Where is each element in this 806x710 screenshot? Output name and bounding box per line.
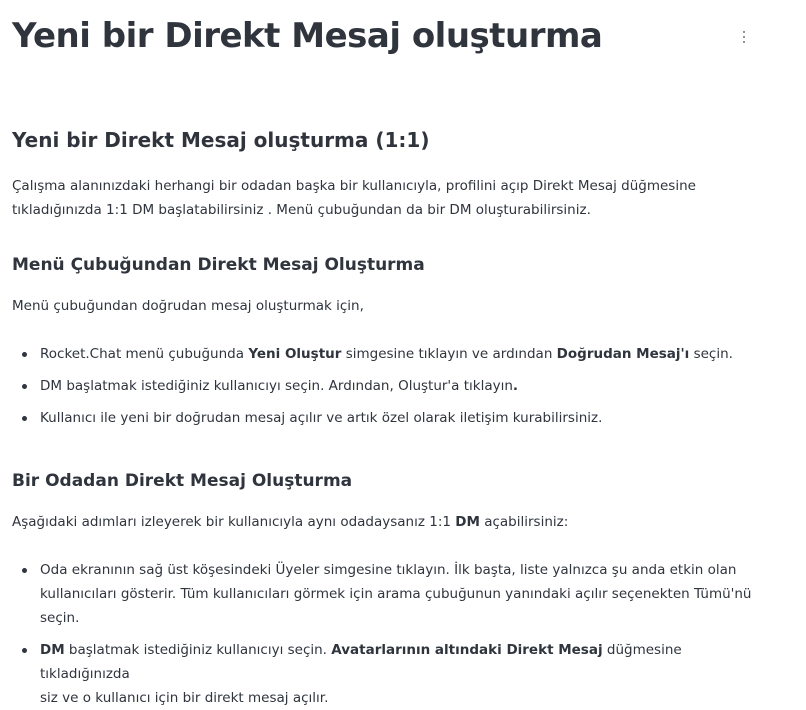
bold-text: . [512, 378, 519, 394]
kebab-vertical-icon[interactable] [738, 28, 750, 46]
bold-text: DM [40, 642, 65, 658]
section-intro-paragraph [12, 174, 772, 222]
intro-line-1: Çalışma alanınızdaki herhangi bir odadan başka bir kullanıcıyla, profilini açıp Direkt Mesaj düğmesine [12, 178, 696, 194]
list-item: Oda ekranının sağ üst köşesindeki Üyeler simgesine tıklayın. İlk başta, liste yalnızca şu anda etkin olan kullanıcıları gösterir. Tüm kullanıcıları görmek için arama çubuğunun yanındaki açılır seçenekten Tümü'nü seçin. [12, 558, 772, 630]
room-intro-paragraph: Aşağıdaki adımları izleyerek bir kullanıcıyla aynı odadaysanız 1:1 DM açabilirsiniz: [12, 514, 569, 530]
subsection-title-menu-bar: Menü Çubuğundan Direkt Mesaj Oluşturma [12, 255, 425, 275]
bold-text: Doğrudan Mesaj'ı [556, 346, 690, 362]
page-header [12, 0, 782, 80]
room-steps-list [12, 558, 772, 710]
bold-text: DM [455, 514, 480, 530]
list-item: DM başlatmak istediğiniz kullanıcıyı seçin. Ardından, Oluştur'a tıklayın. [12, 374, 772, 398]
bold-text: Yeni Oluştur [248, 346, 342, 362]
page-title: Yeni bir Direkt Mesaj oluşturma [12, 16, 603, 56]
bold-text: Avatarlarının altındaki Direkt Mesaj [331, 642, 603, 658]
intro-line-2: tıkladığınızda 1:1 DM başlatabilirsiniz . Menü çubuğundan da bir DM oluşturabilirsiniz. [12, 202, 591, 218]
subsection-title-from-room: Bir Odadan Direkt Mesaj Oluşturma [12, 471, 353, 491]
menu-steps-list [12, 342, 772, 430]
list-item: Rocket.Chat menü çubuğunda Yeni Oluştur simgesine tıklayın ve ardından Doğrudan Mesaj'ı seçin. [12, 342, 772, 366]
section-title-create-dm: Yeni bir Direkt Mesaj oluşturma (1:1) [12, 128, 430, 152]
list-item: DM başlatmak istediğiniz kullanıcıyı seçin. Avatarlarının altındaki Direkt Mesaj düğmesine tıkladığınızda siz ve o kullanıcı için bir direkt mesaj açılır. [12, 638, 772, 710]
document-page [12, 0, 782, 706]
list-item: Kullanıcı ile yeni bir doğrudan mesaj açılır ve artık özel olarak iletişim kurabilirsiniz. [12, 406, 772, 430]
menu-intro-paragraph: Menü çubuğundan doğrudan mesaj oluşturmak için, [12, 298, 364, 314]
